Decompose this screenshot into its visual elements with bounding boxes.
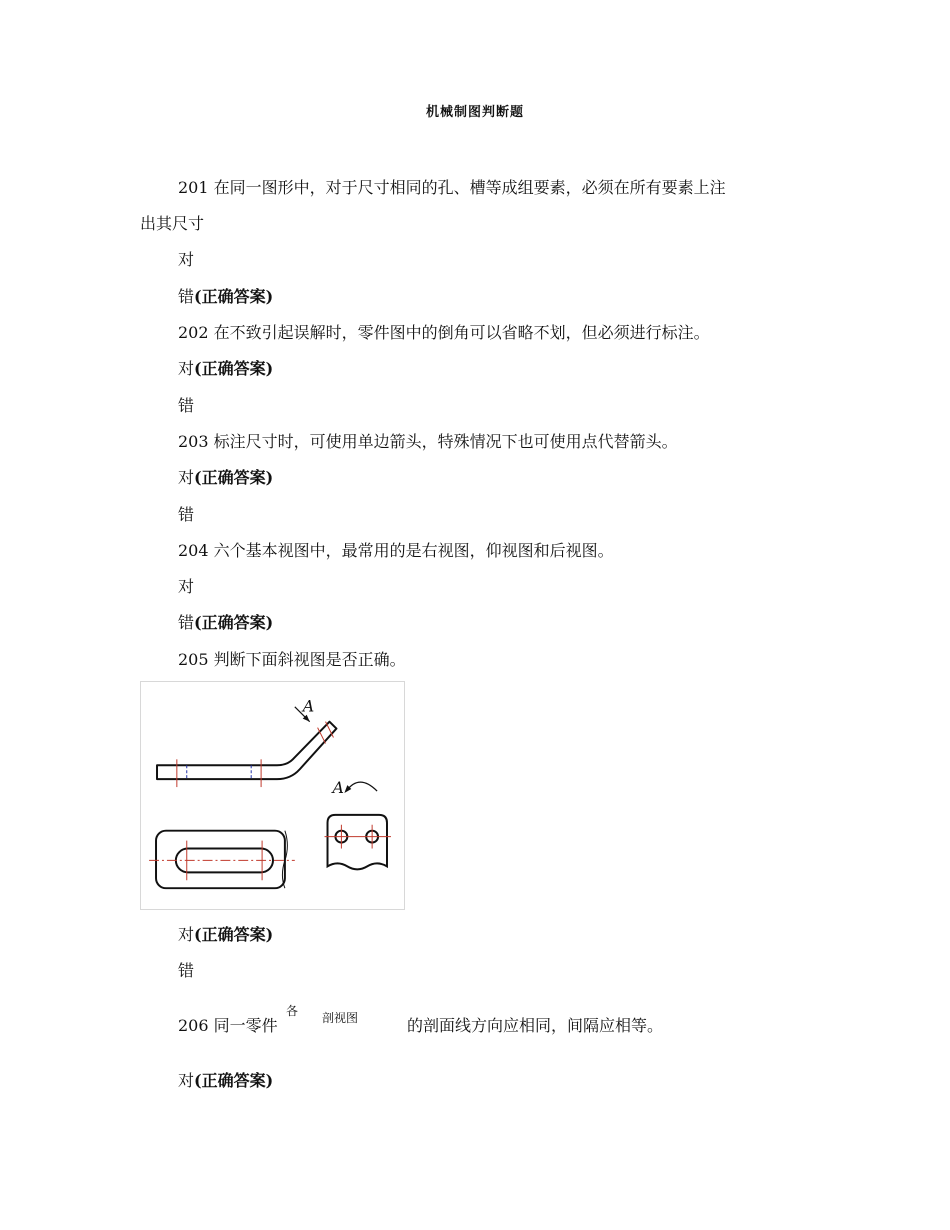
view-label: A (332, 778, 344, 798)
question-206-text-super: 各 (286, 1004, 299, 1018)
option-label: 错 (178, 613, 195, 632)
correct-answer-mark: (正确答案) (194, 468, 274, 487)
question-201-text-cont: 出其尺寸 (140, 214, 205, 233)
option-label: 对 (178, 925, 195, 944)
technical-drawing (141, 682, 404, 909)
option-label: 对 (178, 577, 195, 596)
question-206-text-part2: 的剖面线方向应相同，间隔应相等。 (407, 1016, 664, 1035)
question-206-text-part1: 206 同一零件 (178, 1016, 278, 1035)
question-206-option-true[interactable] (178, 1070, 273, 1092)
option-label: 错 (178, 505, 195, 524)
correct-answer-mark: (正确答案) (194, 925, 274, 944)
page-title: 机械制图判断题 (425, 105, 524, 120)
question-206-text-sub: 剖视图 (322, 1011, 359, 1025)
correct-answer-mark: (正确答案) (194, 359, 274, 378)
question-203-option-true[interactable] (178, 467, 273, 489)
question-202-text: 202 在不致引起误解时，零件图中的倒角可以省略不划，但必须进行标注。 (178, 323, 710, 342)
question-203-option-false[interactable] (178, 504, 194, 526)
question-204-text: 204 六个基本视图中，最常用的是右视图，仰视图和后视图。 (178, 541, 614, 560)
correct-answer-mark: (正确答案) (194, 287, 274, 306)
question-203-text: 203 标注尺寸时，可使用单边箭头，特殊情况下也可使用点代替箭头。 (178, 432, 678, 451)
option-label: 错 (178, 961, 195, 980)
option-label: 对 (178, 359, 195, 378)
correct-answer-mark: (正确答案) (194, 1071, 274, 1090)
option-label: 对 (178, 250, 195, 269)
question-201-option-true[interactable] (178, 249, 194, 271)
option-label: 对 (178, 468, 195, 487)
oblique-view-drawing (140, 681, 405, 910)
question-201-text: 201 在同一图形中，对于尺寸相同的孔、槽等成组要素，必须在所有要素上注 (178, 178, 726, 197)
question-202-option-true[interactable] (178, 358, 273, 380)
question-205-text: 205 判断下面斜视图是否正确。 (178, 650, 406, 669)
option-label: 对 (178, 1071, 195, 1090)
correct-answer-mark: (正确答案) (194, 613, 274, 632)
question-204-option-false[interactable] (178, 612, 273, 634)
question-201-option-false[interactable] (178, 286, 273, 308)
question-202-option-false[interactable] (178, 395, 194, 417)
option-label: 错 (178, 287, 195, 306)
question-205-option-true[interactable] (178, 924, 273, 946)
view-arrow-label: A (302, 696, 315, 716)
question-205-option-false[interactable] (178, 960, 194, 982)
question-204-option-true[interactable] (178, 576, 194, 598)
option-label: 错 (178, 396, 195, 415)
